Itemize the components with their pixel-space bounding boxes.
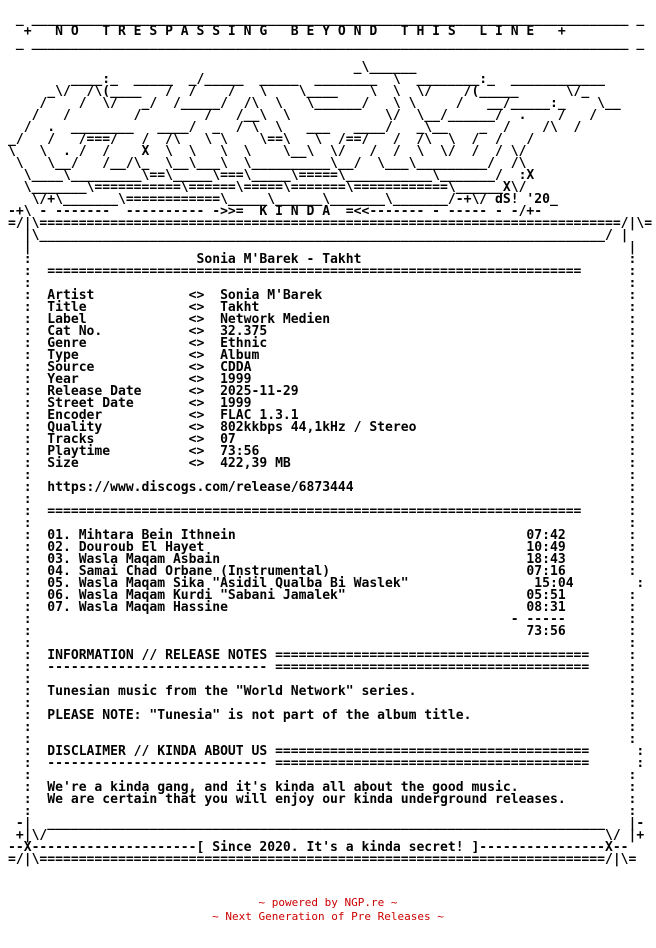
- nfo-text: _ ____________________________________________________________________________ _ + N O T R E S P A S S I N G B E Y O N D T H I S L I N E + _ ____________________________________________________________________________ _ _\______ ____:_ _____ _/_____ _____ ________ \ ________:_ ____________ _\/ /\(____ / / / \ \____ \ \ \/ /(_____ \/_ / / \/ _/ /_____/ /\ \ \______/ \ \ / __/_____:_ \__ / / / / /__\ \ \/ \__/______/ . / / / . ________ ____/ _ / \ \ ___ ____/ _\__ _ / /\ / _/ / /===/ / /\ \ \ \==\ \ /==/ / /\ \ / / / \ \ . / / X \ \ \ \ \__\ \/ / / \ \/ / / \/ \ \__/ /__/\_ \__\___\ \__________\__/ \___\_________/ /\ \____\_________\==\_____\===\_____\=====\___________\_______/ :X \_______\===========\======\=====\=======\============\______X\/ \/+\_______\============\_____\______\_______\_______/-+\/ dS! '20_ -+\ - ------- ---------- ->>= K I N D A =<<------- - ----- - -/+- =/|\==========================================================================/|\= |\________________________________________________________________________/ | | | : Sonia M'Barek - Takht : : ==================================================================== : : : : Artist <> Sonia M'Barek : : Title <> Takht : : Label <> Network Medien : : Cat No. <> 32.375 : : Genre <> Ethnic : : Type <> Album : : Source <> CDDA : : Year <> 1999 : : Release Date <> 2025-11-29 : : Street Date <> 1999 : : Encoder <> FLAC 1.3.1 : : Quality <> 802kkbps 44,1kHz / Stereo : : Tracks <> 07 : : Playtime <> 73:56 : : Size <> 422,39 MB : : : : https://www.discogs.com/release/6873444 : : : : ==================================================================== : : : : 01. Mihtara Bein Ithnein 07:42 : : 02. Douroub El Hayet 10:49 : : 03. Wasla Maqam Asbain 18:43 : : 04. Samai Chad Orbane (Instrumental) 07:16 : : 05. Wasla Maqam Sika "Asidil Qualba Bi Waslek" 15:04 : : 06. Wasla Maqam Kurdi "Sabani Jamalek" 05:51 : : 07. Wasla Maqam Hassine 08:31 : : - ----- : : 73:56 : : : : INFORMATION // RELEASE NOTES ======================================== : : ---------------------------- ======================================== : : : : Tunesian music from the "World Network" series. : : : : PLEASE NOTE: "Tunesia" is not part of the album title. : : : : : : DISCLAIMER // KINDA ABOUT US ======================================== : : ---------------------------- ======================================== : : : : We're a kinda gang, and it's kinda all about the good music. : : We are certain that you will enjoy our kinda underground releases. : : : -| _______________________________________________________________________ |- +|\/ \/ |+ --X---------------------[ Since 2020. It's a kinda secret! ]----------------X-- =/|\========================================================================/|\=: [8, 12, 653, 867]
- footer-powered-by: ~ powered by NGP.re ~: [258, 896, 398, 909]
- footer: [0, 896, 656, 924]
- footer-tagline: ~ Next Generation of Pre Releases ~: [212, 910, 444, 923]
